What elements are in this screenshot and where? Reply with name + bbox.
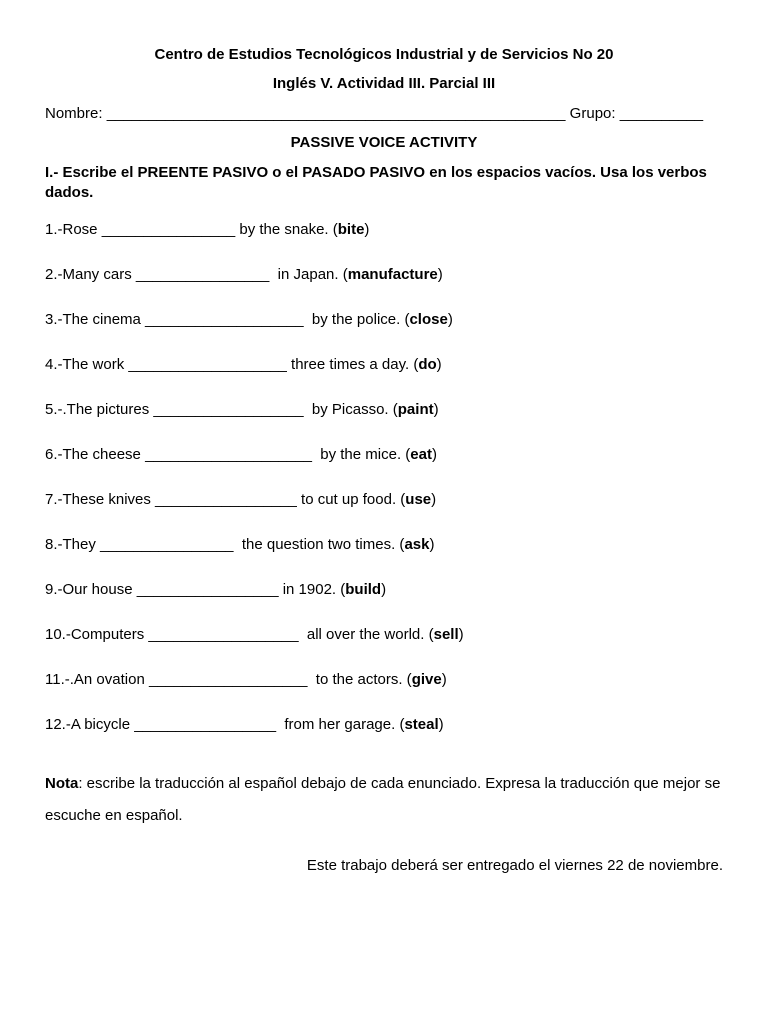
- activity-title: PASSIVE VOICE ACTIVITY: [290, 134, 478, 151]
- answer-blank[interactable]: __________________: [148, 626, 299, 643]
- exercise-text: ): [441, 671, 447, 688]
- exercise-text: three times a day. (: [286, 356, 419, 373]
- exercise-item: [45, 670, 447, 690]
- exercise-text: ): [433, 401, 439, 418]
- exercise-text: to the actors. (: [307, 671, 412, 688]
- note-paragraph: [45, 768, 725, 832]
- note-text: : escribe la traducción al español debajo de cada enunciado. Expresa la traducción que mejor se escuche en español.: [45, 775, 721, 824]
- answer-blank[interactable]: _________________: [136, 581, 279, 598]
- exercise-text: 4.-The work: [45, 356, 129, 373]
- exercise-text: 7.-These knives: [45, 491, 156, 508]
- exercise-text: by Picasso. (: [303, 401, 398, 418]
- exercise-text: ): [381, 581, 387, 598]
- verb-hint: bite: [337, 221, 365, 238]
- exercise-item: [45, 580, 386, 600]
- exercise-item: [45, 265, 443, 285]
- exercise-text: 8.-They: [45, 536, 101, 553]
- answer-blank[interactable]: ________________: [100, 536, 234, 553]
- exercise-text: 3.-The cinema: [45, 311, 146, 328]
- verb-hint: eat: [410, 446, 432, 463]
- verb-hint: manufacture: [347, 266, 438, 283]
- name-blank: _______________________________________________________: [106, 105, 566, 122]
- school-name: Centro de Estudios Tecnológicos Industrial y de Servicios No 20: [154, 46, 614, 63]
- exercise-text: 9.-Our house: [45, 581, 137, 598]
- exercise-text: by the mice. (: [311, 446, 411, 463]
- exercise-text: ): [429, 536, 435, 553]
- group-blank: __________: [619, 105, 704, 122]
- exercise-item: [45, 715, 444, 735]
- verb-hint: build: [345, 581, 382, 598]
- exercise-text: 1.-Rose: [45, 221, 102, 238]
- exercise-text: from her garage. (: [276, 716, 405, 733]
- answer-blank[interactable]: ___________________: [128, 356, 287, 373]
- verb-hint: sell: [433, 626, 459, 643]
- verb-hint: ask: [404, 536, 430, 553]
- exercise-text: 12.-A bicycle: [45, 716, 135, 733]
- exercise-text: ): [447, 311, 453, 328]
- exercise-text: ): [436, 356, 442, 373]
- exercise-text: by the snake. (: [235, 221, 338, 238]
- name-label: Nombre:: [45, 105, 107, 122]
- verb-hint: give: [411, 671, 442, 688]
- exercise-item: [45, 355, 442, 375]
- verb-hint: steal: [404, 716, 439, 733]
- course-title: Inglés V. Actividad III. Parcial III: [272, 75, 496, 92]
- exercise-text: by the police. (: [303, 311, 410, 328]
- answer-blank[interactable]: ___________________: [148, 671, 308, 688]
- exercise-item: [45, 220, 369, 240]
- exercise-item: [45, 625, 464, 645]
- exercise-text: 2.-Many cars: [45, 266, 136, 283]
- exercise-text: ): [364, 221, 370, 238]
- exercise-text: 11.-.An ovation: [45, 671, 149, 688]
- exercise-text: ): [438, 716, 444, 733]
- answer-blank[interactable]: ________________: [101, 221, 236, 238]
- exercise-text: in Japan. (: [269, 266, 348, 283]
- answer-blank[interactable]: ________________: [135, 266, 270, 283]
- exercise-text: ): [431, 446, 437, 463]
- exercise-text: 6.-The cheese: [45, 446, 146, 463]
- exercise-text: ): [431, 491, 437, 508]
- exercise-item: [45, 400, 439, 420]
- exercise-item: [45, 310, 453, 330]
- exercise-text: all over the world. (: [298, 626, 434, 643]
- verb-hint: use: [405, 491, 432, 508]
- verb-hint: close: [409, 311, 448, 328]
- exercise-text: the question two times. (: [233, 536, 405, 553]
- answer-blank[interactable]: __________________: [153, 401, 304, 418]
- exercise-text: ): [437, 266, 443, 283]
- exercise-text: ): [458, 626, 464, 643]
- answer-blank[interactable]: _________________: [155, 491, 297, 508]
- group-label: Grupo:: [565, 105, 620, 122]
- verb-hint: paint: [397, 401, 434, 418]
- delivery-date-text: Este trabajo deberá ser entregado el viernes 22 de noviembre.: [306, 857, 723, 874]
- exercise-text: 5.-.The pictures: [45, 401, 154, 418]
- exercise-item: [45, 445, 437, 465]
- name-group-line: [45, 104, 703, 124]
- exercise-item: [45, 535, 434, 555]
- exercise-text: to cut up food. (: [296, 491, 406, 508]
- answer-blank[interactable]: ____________________: [145, 446, 312, 463]
- answer-blank[interactable]: ___________________: [145, 311, 304, 328]
- verb-hint: do: [418, 356, 437, 373]
- exercise-item: [45, 490, 436, 510]
- answer-blank[interactable]: _________________: [134, 716, 277, 733]
- instructions: I.- Escribe el PREENTE PASIVO o el PASADO PASIVO en los espacios vacíos. Usa los verbos dados.: [45, 164, 707, 201]
- exercise-text: in 1902. (: [278, 581, 346, 598]
- exercise-text: 10.-Computers: [45, 626, 149, 643]
- note-label: Nota: [45, 775, 79, 792]
